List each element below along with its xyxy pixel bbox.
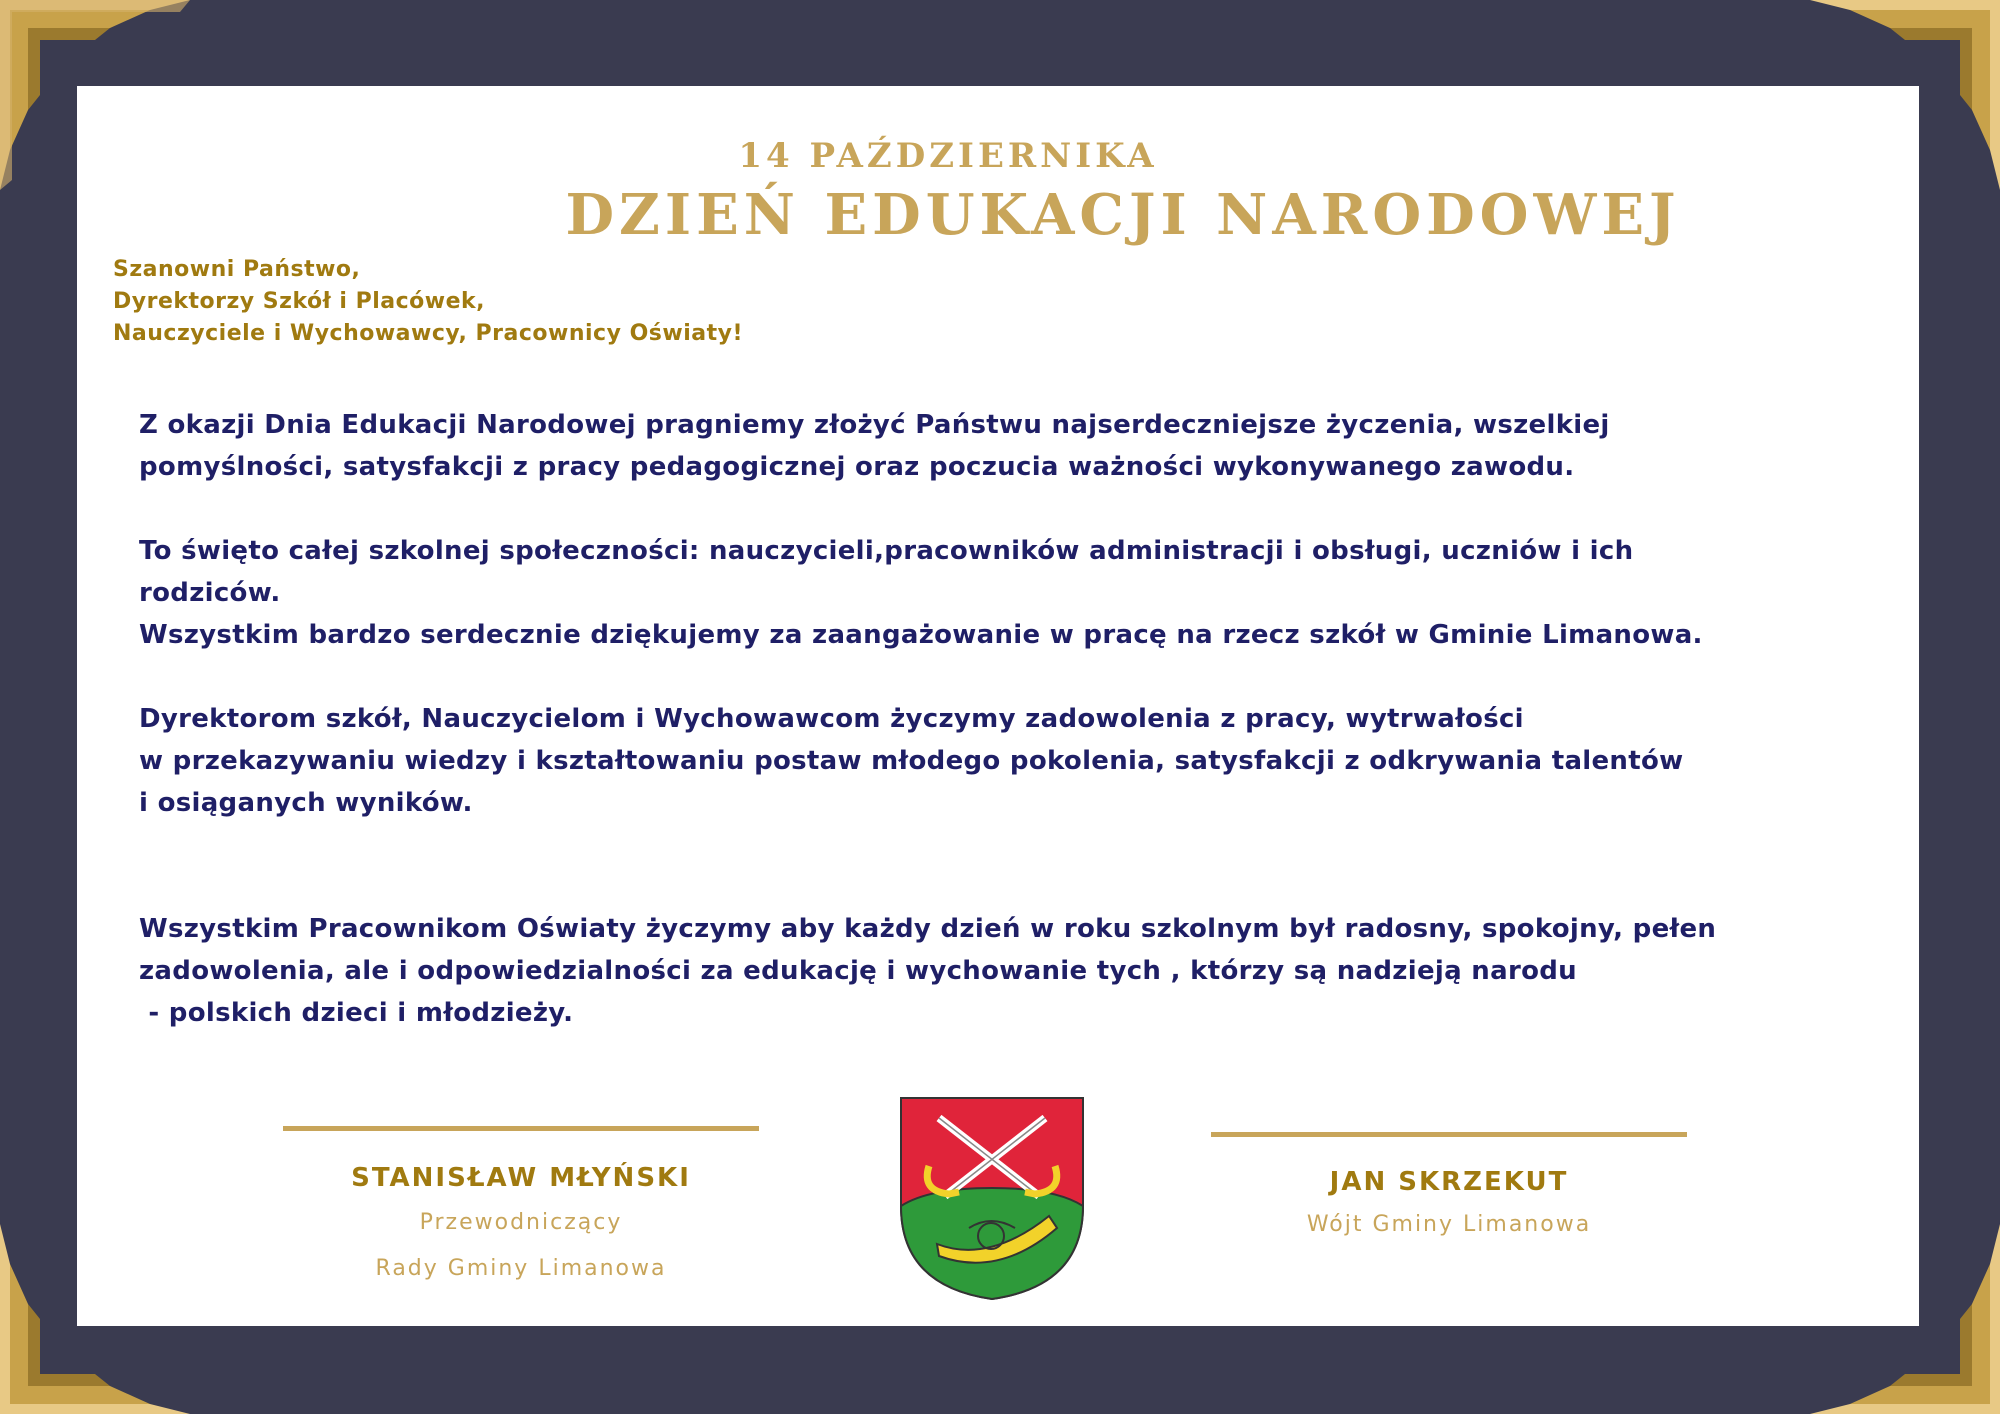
greeting-block	[113, 254, 743, 350]
coat-of-arms-icon	[899, 1096, 1085, 1301]
body-line: pomyślności, satysfakcji z pracy pedagogicznej oraz poczucia ważności wykonywanego zawodu.	[139, 452, 1575, 482]
body-line: Wszystkim bardzo serdecznie dziękujemy za zaangażowanie w pracę na rzecz szkół w Gminie Limanowa.	[139, 620, 1703, 650]
greeting-line: Szanowni Państwo,	[113, 257, 361, 282]
body-line: To święto całej szkolnej społeczności: nauczycieli,pracowników administracji i obsługi, uczniów i ich	[139, 536, 1634, 566]
signatory-name: JAN SKRZEKUT	[1329, 1167, 1569, 1197]
body-line: Z okazji Dnia Edukacji Narodowej pragniemy złożyć Państwu najserdeczniejsze życzenia, wszelkiej	[139, 410, 1610, 440]
signatory-role: Wójt Gminy Limanowa	[1306, 1212, 1592, 1237]
body-line: i osiąganych wyników.	[139, 788, 473, 818]
signature-left	[283, 1126, 759, 1285]
body-line: rodziców.	[139, 578, 281, 608]
greeting-line: Dyrektorzy Szkół i Placówek,	[113, 289, 486, 314]
body-line: Dyrektorom szkół, Nauczycielom i Wychowawcom życzymy zadowolenia z pracy, wytrwałości	[139, 704, 1524, 734]
signature-rule	[283, 1126, 759, 1131]
signatory-role: Przewodniczący	[419, 1210, 623, 1235]
signature-right	[1211, 1132, 1687, 1241]
signature-rule	[1211, 1132, 1687, 1137]
letter-card	[77, 86, 1919, 1326]
signatory-name: STANISŁAW MŁYŃSKI	[351, 1163, 691, 1193]
page-title: DZIEŃ EDUKACJI NARODOWEJ	[565, 182, 1681, 248]
date-heading: 14 PAŹDZIERNIKA	[738, 136, 1158, 176]
body-line: - polskich dzieci i młodzieży.	[139, 998, 574, 1028]
body-line: w przekazywaniu wiedzy i kształtowaniu postaw młodego pokolenia, satysfakcji z odkrywania talentów	[139, 746, 1684, 776]
greeting-line: Nauczyciele i Wychowawcy, Pracownicy Oświaty!	[113, 321, 743, 346]
signatory-role: Rady Gminy Limanowa	[375, 1256, 667, 1281]
body-line: Wszystkim Pracownikom Oświaty życzymy aby każdy dzień w roku szkolnym był radosny, spokojny, pełen	[139, 914, 1717, 944]
letter-body	[139, 404, 1879, 1034]
body-line: zadowolenia, ale i odpowiedzialności za edukację i wychowanie tych , którzy są nadzieją narodu	[139, 956, 1577, 986]
